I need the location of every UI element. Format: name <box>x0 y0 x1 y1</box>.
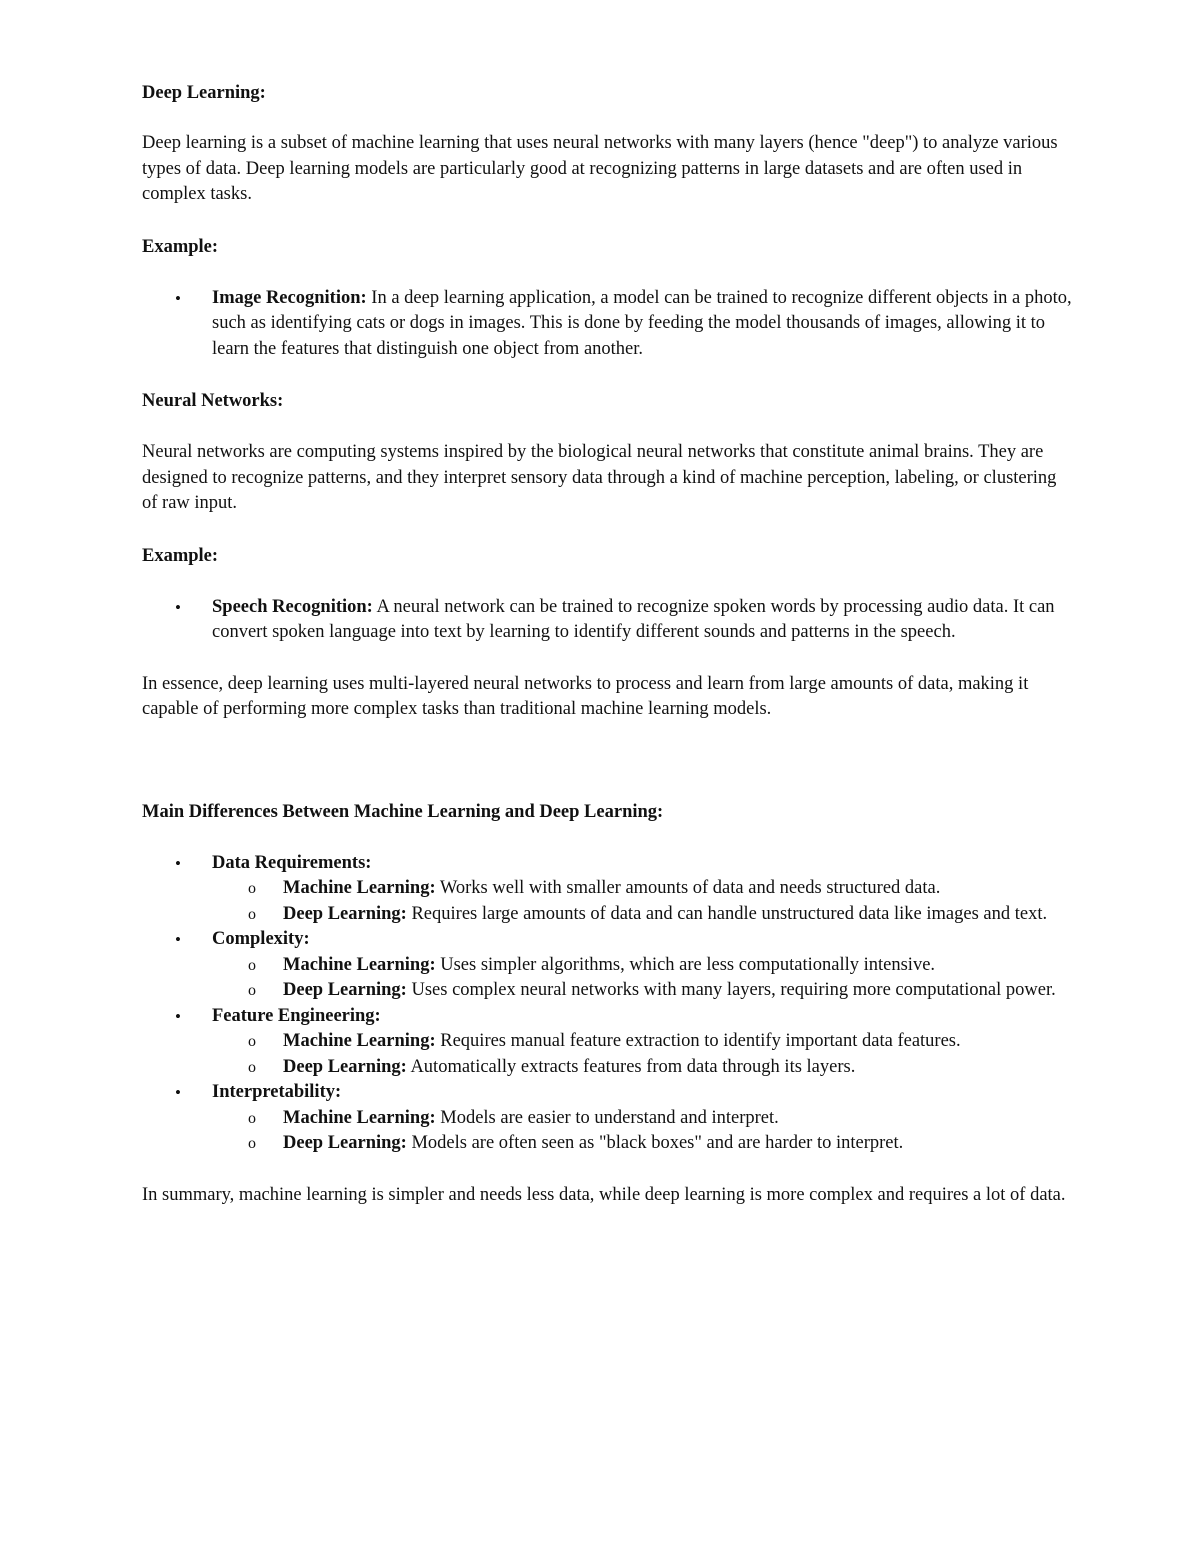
example-heading: Example: <box>142 236 219 257</box>
document-page <box>142 80 1072 1208</box>
neural-networks-paragraph: Neural networks are computing systems inspired by the biological neural networks that constitute animal brains. They are designed to recognize patterns, and they interpret sensory data through a kind of machine perception, labeling, or clustering of raw input. <box>142 442 1057 513</box>
sub-text: Models are easier to understand and interpret. <box>435 1107 779 1128</box>
differences-list <box>142 851 1072 1157</box>
sub-list-item <box>212 876 1072 902</box>
deep-learning-paragraph: Deep learning is a subset of machine learning that uses neural networks with many layers (hence "deep") to analyze various types of data. Deep learning models are particularly good at recognizing patterns in large datasets and are often used in complex tasks. <box>142 133 1058 204</box>
sub-text: Requires large amounts of data and can handle unstructured data like images and text. <box>406 903 1048 924</box>
bullet-icon: • <box>175 930 181 949</box>
sub-list <box>212 1029 1072 1080</box>
bullet-icon: • <box>175 288 181 308</box>
bullet-label: Data Requirements: <box>212 852 372 873</box>
bullet-icon: • <box>175 1006 181 1026</box>
sub-list <box>212 876 1072 927</box>
circle-bullet-icon: o <box>248 1109 256 1127</box>
sub-label: Machine Learning: <box>283 878 436 898</box>
sub-list-item <box>212 1131 1072 1157</box>
bullet-label: Image Recognition: <box>212 287 367 308</box>
circle-bullet-icon: o <box>248 1033 256 1050</box>
circle-bullet-icon: o <box>248 956 256 974</box>
sub-text: Uses simpler algorithms, which are less computationally intensive. <box>435 954 936 975</box>
circle-bullet-icon: o <box>248 1058 256 1076</box>
bullet-icon: • <box>175 1083 181 1102</box>
list-item <box>142 851 1072 928</box>
sub-list-item <box>212 953 1072 979</box>
sub-text: Models are often seen as "black boxes" and are harder to interpret. <box>406 1133 904 1153</box>
list-item <box>142 1004 1072 1081</box>
list-item <box>142 1080 1072 1157</box>
circle-bullet-icon: o <box>248 982 256 999</box>
sub-list-item <box>212 1055 1072 1081</box>
sub-list-item <box>212 978 1072 1004</box>
bullet-icon: • <box>175 597 181 617</box>
bullet-label: Interpretability: <box>212 1082 342 1102</box>
bullet-text: In a deep learning application, a model can be trained to recognize different objects in a photo, such as identifying cats or dogs in images. This is done by feeding the model thousands of images, allowing it to learn the features that distinguish one object from another. <box>212 287 1072 359</box>
circle-bullet-icon: o <box>248 905 256 923</box>
bullet-label: Complexity: <box>212 929 310 949</box>
summary-paragraph: In summary, machine learning is simpler and needs less data, while deep learning is more complex and requires a lot of data. <box>142 1184 1066 1205</box>
example-list <box>142 286 1072 363</box>
sub-label: Machine Learning: <box>283 954 436 975</box>
list-item <box>142 927 1072 1004</box>
sub-text: Requires manual feature extraction to identify important data features. <box>435 1031 961 1051</box>
sub-list-item <box>212 902 1072 928</box>
sub-label: Deep Learning: <box>283 1056 407 1077</box>
bullet-label: Speech Recognition: <box>212 596 373 617</box>
list-item <box>142 595 1072 646</box>
example-list <box>142 595 1072 646</box>
section-heading-deep-learning: Deep Learning: <box>142 83 266 103</box>
essence-paragraph: In essence, deep learning uses multi-layered neural networks to process and learn from large amounts of data, making it capable of performing more complex tasks than traditional machine learning models. <box>142 673 1029 719</box>
sub-text: Automatically extracts features from data through its layers. <box>406 1056 856 1077</box>
sub-list-item <box>212 1106 1072 1132</box>
sub-label: Deep Learning: <box>283 1133 407 1153</box>
bullet-icon: • <box>175 853 181 873</box>
sub-label: Machine Learning: <box>283 1031 436 1051</box>
sub-label: Deep Learning: <box>283 903 407 924</box>
sub-list-item <box>212 1029 1072 1055</box>
bullet-text: A neural network can be trained to recognize spoken words by processing audio data. It can convert spoken language into text by learning to identify different sounds and patterns in the speech. <box>212 596 1055 642</box>
sub-label: Machine Learning: <box>283 1107 436 1128</box>
list-item <box>142 286 1072 363</box>
sub-text: Uses complex neural networks with many layers, requiring more computational power. <box>406 980 1056 1000</box>
bullet-label: Feature Engineering: <box>212 1005 381 1026</box>
sub-text: Works well with smaller amounts of data and needs structured data. <box>435 878 941 898</box>
circle-bullet-icon: o <box>248 880 256 897</box>
sub-label: Deep Learning: <box>283 980 407 1000</box>
sub-list <box>212 953 1072 1004</box>
circle-bullet-icon: o <box>248 1135 256 1152</box>
sub-list <box>212 1106 1072 1157</box>
example-heading: Example: <box>142 545 219 566</box>
section-heading-neural-networks: Neural Networks: <box>142 391 284 411</box>
section-heading-main-differences: Main Differences Between Machine Learning and Deep Learning: <box>142 801 664 822</box>
